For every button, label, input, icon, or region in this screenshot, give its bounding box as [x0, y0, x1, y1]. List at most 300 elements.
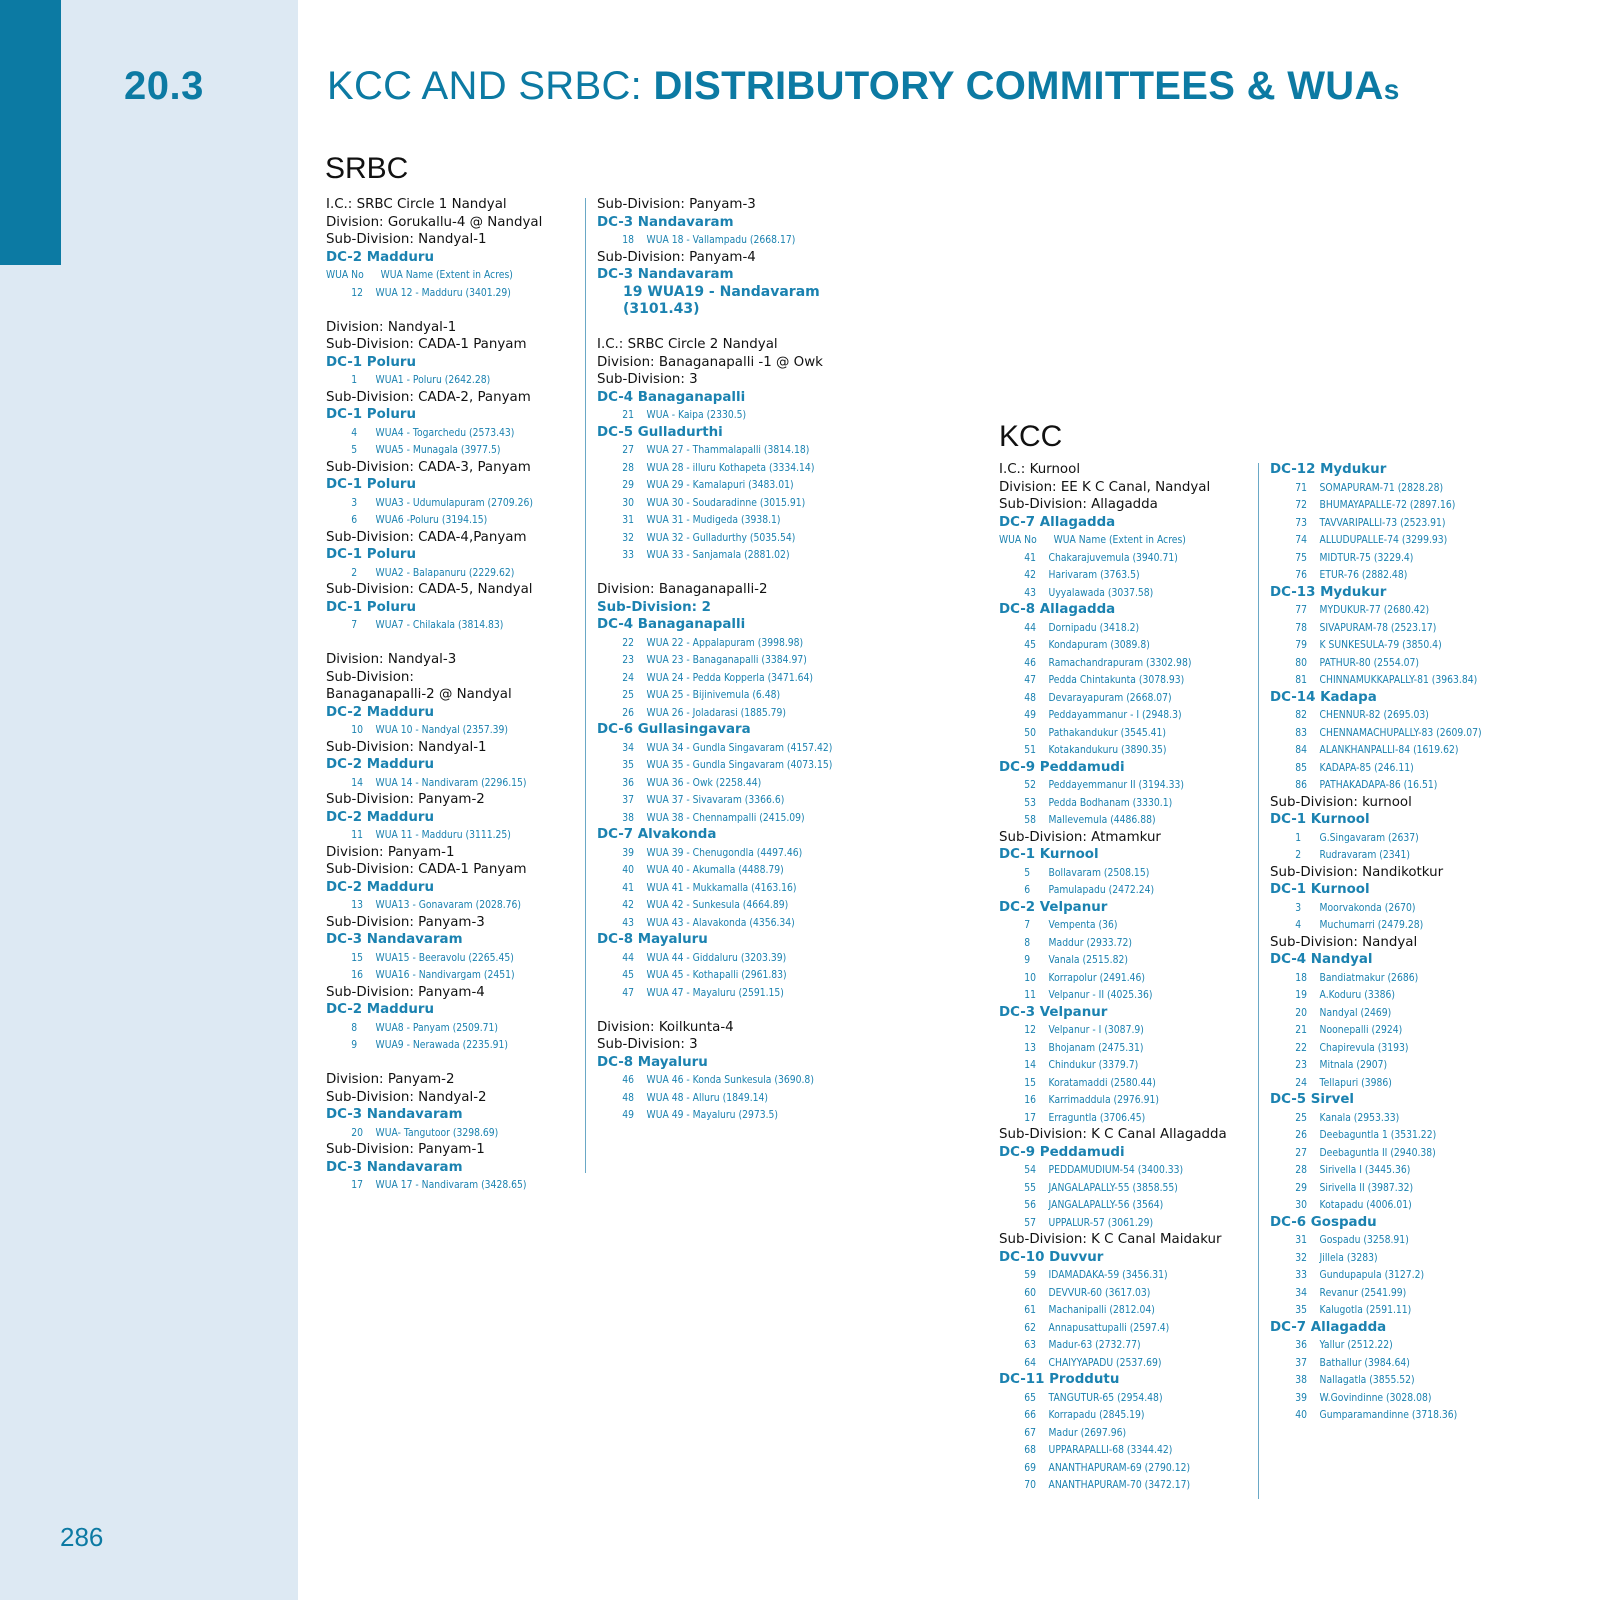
wua-entry	[1270, 1126, 1497, 1144]
wua-number: 10	[351, 723, 363, 736]
wua-number: 38	[1295, 1373, 1307, 1386]
wua-name: Devarayapuram (2668.07)	[1048, 690, 1172, 704]
wua-name: DEVVUR-60 (3617.03)	[1048, 1285, 1151, 1299]
wua-name: WUA 45 - Kothapalli (2961.83)	[646, 968, 787, 981]
wua-name: K SUNKESULA-79 (3850.4)	[1319, 638, 1442, 651]
wua-name: WUA 18 - Vallampadu (2668.17)	[646, 233, 796, 246]
wua-entry	[597, 844, 824, 862]
wua-entry	[326, 826, 553, 844]
wua-number: 47	[1024, 673, 1036, 686]
wua-entry	[1270, 1354, 1497, 1372]
admin-line: Sub-Division:	[326, 669, 414, 685]
wua-number: 71	[1295, 480, 1307, 494]
wua-entry	[999, 1301, 1226, 1319]
wua-number: 17	[351, 1178, 363, 1191]
admin-line: Sub-Division: 3	[597, 372, 698, 387]
wua-name: Velpanur - II (4025.36)	[1048, 988, 1153, 1001]
wua-number: 33	[622, 548, 634, 561]
dc-heading: DC-1 Kurnool	[1270, 812, 1370, 827]
wua-name: Bandiatmakur (2686)	[1319, 970, 1419, 984]
wua-entry	[1270, 1389, 1497, 1407]
wua-number: 18	[1295, 970, 1307, 984]
wua-number: 70	[1024, 1478, 1036, 1491]
wua-name: WUA 38 - Chennampalli (2415.09)	[646, 810, 805, 824]
wua-name: WUA 33 - Sanjamala (2881.02)	[646, 548, 790, 561]
wua-number: 44	[622, 950, 634, 964]
dc-heading: DC-1 Poluru	[326, 354, 417, 370]
wua-number: 18	[622, 233, 634, 246]
wua-name: WUA 17 - Nandivaram (3428.65)	[375, 1178, 527, 1191]
wua-name: Madur (2697.96)	[1048, 1425, 1127, 1439]
wua-name: Pamulapadu (2472.24)	[1048, 883, 1155, 896]
wua-name: Harivaram (3763.5)	[1048, 568, 1140, 581]
wua-entry	[1270, 566, 1497, 584]
wua-entry	[1270, 1301, 1497, 1319]
admin-line: Division: Banaganapalli -1 @ Owk	[597, 354, 823, 370]
wua-name: Kanala (2953.33)	[1319, 1110, 1400, 1124]
dc-heading: DC-3 Velpanur	[999, 1004, 1108, 1020]
wua-entry	[999, 1161, 1226, 1179]
wua-name: UPPALUR-57 (3061.29)	[1048, 1215, 1154, 1229]
wua-entry	[999, 1179, 1226, 1197]
wua-name: CHINNAMUKKAPALLY-81 (3963.84)	[1319, 673, 1478, 686]
wua-entry	[999, 1441, 1226, 1459]
wua-number: 73	[1295, 515, 1307, 529]
wua-number: 75	[1295, 550, 1307, 564]
wua-number: 7	[351, 618, 358, 631]
wua-number: 26	[1295, 1128, 1307, 1141]
spacer	[597, 319, 867, 337]
wua-name: WUA 40 - Akumalla (4488.79)	[646, 863, 784, 876]
wua-number: 78	[1295, 620, 1307, 634]
admin-line: Division: Gorukallu-4 @ Nandyal	[326, 214, 543, 230]
wua-name: Kalugotla (2591.11)	[1319, 1303, 1412, 1316]
wua-number: 37	[622, 793, 634, 806]
wua-name: WUA8 - Panyam (2509.71)	[375, 1020, 499, 1034]
wua-entry	[1270, 759, 1497, 777]
wua-entry	[326, 1176, 553, 1194]
wua-number: 56	[1024, 1198, 1036, 1211]
wua-entry	[326, 371, 553, 389]
wua-number: 69	[1024, 1460, 1036, 1474]
dc-heading: DC-9 Peddamudi	[999, 759, 1125, 775]
wua-number: 30	[622, 495, 634, 509]
wua-name: Tellapuri (3986)	[1319, 1075, 1392, 1089]
dc-heading: DC-1 Poluru	[326, 477, 417, 492]
dc-heading: DC-1 Poluru	[326, 547, 417, 562]
admin-line: Sub-Division: Panyam-3	[597, 197, 756, 212]
dc-heading: DC-7 Allagadda	[1270, 1319, 1387, 1335]
admin-line: Sub-Division: Panyam-1	[326, 1142, 485, 1157]
wua-number: 32	[622, 530, 634, 544]
wua-number: 5	[1024, 865, 1031, 879]
dc-heading: DC-12 Mydukur	[1270, 462, 1387, 477]
wua-number: 31	[622, 513, 634, 526]
admin-line: Sub-Division: K C Canal Maidakur	[999, 1232, 1222, 1247]
wua-number: 49	[1024, 708, 1036, 721]
wua-name: WUA 46 - Konda Sunkesula (3690.8)	[646, 1073, 814, 1086]
wua-name: PATHUR-80 (2554.07)	[1319, 655, 1419, 669]
wua-name: Machanipalli (2812.04)	[1048, 1303, 1155, 1316]
wua-name: WUA15 - Beeravolu (2265.45)	[375, 950, 514, 964]
wua-number: 8	[351, 1020, 358, 1034]
wua-number: 74	[1295, 533, 1307, 546]
wua-name: WUA 29 - Kamalapuri (3483.01)	[646, 478, 794, 491]
admin-line: Division: Panyam-2	[326, 1072, 455, 1087]
wua-entry	[999, 1406, 1226, 1424]
kcc-column-2	[1270, 461, 1540, 1424]
wua-name: Gundupapula (3127.2)	[1319, 1268, 1425, 1281]
admin-line: Sub-Division: Allagadda	[999, 497, 1158, 512]
wua-name: WUA 42 - Sunkesula (4664.89)	[646, 898, 789, 911]
wua-number: 51	[1024, 743, 1036, 756]
wua-name: WUA9 - Nerawada (2235.91)	[375, 1038, 509, 1051]
wua-number: 14	[351, 775, 363, 789]
wua-entry	[326, 284, 553, 302]
wua-name: Rudravaram (2341)	[1319, 848, 1411, 861]
wua-name-header: WUA Name (Extent in Acres)	[1053, 533, 1186, 546]
wua-number: 24	[1295, 1075, 1307, 1089]
wua-name: WUA 22 - Appalapuram (3998.98)	[646, 635, 804, 649]
spacer	[597, 564, 867, 582]
dc-heading: DC-1 Kurnool	[999, 847, 1099, 862]
wua-number: 5	[351, 443, 358, 456]
wua-number: 23	[622, 653, 634, 666]
wua-name: Chakarajuvemula (3940.71)	[1048, 550, 1178, 564]
spacer	[326, 301, 596, 319]
wua-entry	[597, 529, 824, 547]
admin-line: Sub-Division: Panyam-4	[326, 984, 485, 1000]
wua-entry	[597, 949, 824, 967]
wua-entry	[597, 1089, 824, 1107]
wua-name: SOMAPURAM-71 (2828.28)	[1319, 480, 1444, 494]
wua-entry	[597, 511, 824, 529]
wua-entry	[999, 566, 1226, 584]
wua-name: Maddur (2933.72)	[1048, 935, 1132, 949]
dc-heading: DC-8 Mayaluru	[597, 932, 708, 947]
wua-name: G.Singavaram (2637)	[1319, 830, 1419, 844]
wua-entry	[597, 441, 824, 459]
dc-heading: DC-2 Madduru	[326, 1002, 434, 1017]
wua-name: CHENNAMACHUPALLY-83 (2609.07)	[1319, 725, 1482, 739]
wua-no-header: WUA No	[326, 268, 364, 281]
wua-entry	[326, 896, 553, 914]
wua-number: 27	[1295, 1145, 1307, 1159]
wua-name: Uyyalawada (3037.58)	[1048, 585, 1154, 599]
wua-number: 36	[1295, 1338, 1307, 1351]
dc-heading: DC-6 Gullasingavara	[597, 722, 751, 737]
admin-line: Sub-Division: CADA-2, Panyam	[326, 389, 531, 405]
wua-number: 61	[1024, 1303, 1036, 1316]
dc-heading: DC-14 Kadapa	[1270, 689, 1377, 705]
wua-entry	[326, 949, 553, 967]
wua-number: 42	[1024, 568, 1036, 581]
wua-name: ANANTHAPURAM-69 (2790.12)	[1048, 1460, 1191, 1474]
wua-entry	[999, 671, 1226, 689]
wua-name: MYDUKUR-77 (2680.42)	[1319, 603, 1430, 616]
wua-number: 44	[1024, 620, 1036, 634]
wua-entry	[1270, 1196, 1497, 1214]
wua-name: WUA 48 - Alluru (1849.14)	[646, 1090, 769, 1104]
wua-name: WUA 43 - Alavakonda (4356.34)	[646, 915, 795, 929]
wua-number: 86	[1295, 778, 1307, 791]
kcc-heading: KCC	[999, 420, 1063, 453]
wua-entry	[597, 231, 824, 249]
wua-name: Vempenta (36)	[1048, 918, 1118, 931]
wua-number: 9	[1024, 953, 1031, 966]
wua-number: 24	[622, 670, 634, 684]
wua-number: 10	[1024, 970, 1036, 984]
wua-column-header	[326, 266, 553, 284]
wua-number: 22	[622, 635, 634, 649]
admin-line: Sub-Division: 3	[597, 1037, 698, 1052]
wua-name: A.Koduru (3386)	[1319, 988, 1395, 1001]
wua-entry	[1270, 671, 1497, 689]
wua-name: WUA 37 - Sivavaram (3366.6)	[646, 793, 785, 806]
admin-line: Sub-Division: Nandikotkur	[1270, 864, 1444, 880]
wua-entry	[326, 966, 553, 984]
wua-entry	[999, 986, 1226, 1004]
wua-entry	[1270, 496, 1497, 514]
wua-number: 2	[351, 565, 358, 579]
wua-entry	[1270, 846, 1497, 864]
wua-entry	[999, 1459, 1226, 1477]
wua-name: WUA6 -Poluru (3194.15)	[375, 513, 488, 526]
wua-number: 13	[351, 898, 363, 911]
wua-name: Mitnala (2907)	[1319, 1058, 1388, 1071]
wua-name: WUA - Kaipa (2330.5)	[646, 408, 747, 421]
wua-entry	[597, 704, 824, 722]
wua-entry	[597, 966, 824, 984]
wua-name: IDAMADAKA-59 (3456.31)	[1048, 1268, 1168, 1281]
wua-entry	[1270, 969, 1497, 987]
wua-entry	[326, 441, 553, 459]
wua-entry	[597, 686, 824, 704]
admin-line: Sub-Division: Nandyal-2	[326, 1089, 487, 1105]
wua-number: 41	[1024, 550, 1036, 564]
admin-line: Sub-Division: Nandyal-1	[326, 232, 487, 247]
wua-entry	[999, 916, 1226, 934]
admin-line: I.C.: SRBC Circle 2 Nandyal	[597, 337, 778, 352]
admin-line: Division: Panyam-1	[326, 844, 455, 860]
wua-entry	[1270, 724, 1497, 742]
wua-number: 8	[1024, 935, 1031, 949]
wua-entry	[1270, 1056, 1497, 1074]
wua-name: PEDDAMUDIUM-54 (3400.33)	[1048, 1163, 1184, 1176]
wua-entry	[326, 721, 553, 739]
wua-entry	[597, 546, 824, 564]
wua-name: WUA1 - Poluru (2642.28)	[375, 373, 491, 386]
admin-line: Sub-Division: CADA-1 Panyam	[326, 862, 527, 877]
wua-name: WUA 30 - Soudaradinne (3015.91)	[646, 495, 806, 509]
wua-no-header: WUA No	[999, 533, 1037, 546]
wua-number: 21	[1295, 1023, 1307, 1036]
wua-number: 14	[1024, 1058, 1036, 1071]
wua-name: WUA 28 - illuru Kothapeta (3334.14)	[646, 460, 815, 474]
wua-number: 49	[622, 1108, 634, 1121]
srbc-column-2	[597, 196, 867, 1124]
wua-name: WUA 39 - Chenugondla (4497.46)	[646, 845, 803, 859]
wua-number: 29	[1295, 1180, 1307, 1194]
wua-name: Bathallur (3984.64)	[1319, 1355, 1410, 1369]
wua-entry	[999, 654, 1226, 672]
kcc-column-1	[999, 461, 1269, 1494]
wua-entry	[326, 1036, 553, 1054]
admin-line: Sub-Division: CADA-3, Panyam	[326, 459, 531, 475]
wua-name: BHUMAYAPALLE-72 (2897.16)	[1319, 498, 1456, 511]
wua-entry	[326, 1124, 553, 1142]
admin-line: I.C.: SRBC Circle 1 Nandyal	[326, 197, 507, 212]
wua-number: 13	[1024, 1040, 1036, 1054]
wua-name: ALLUDUPALLE-74 (3299.93)	[1319, 533, 1448, 546]
wua-number: 12	[1024, 1023, 1036, 1036]
wua-number: 7	[1024, 918, 1031, 931]
wua-entry	[999, 881, 1226, 899]
wua-entry	[597, 459, 824, 477]
wua-entry	[1270, 654, 1497, 672]
wua-entry	[1270, 636, 1497, 654]
wua-entry	[999, 741, 1226, 759]
spacer	[326, 1054, 596, 1072]
wua-name: Pedda Bodhanam (3330.1)	[1048, 795, 1173, 809]
wua-name: TANGUTUR-65 (2954.48)	[1048, 1390, 1163, 1404]
dc-heading: DC-7 Allagadda	[999, 514, 1116, 530]
wua-name: Annapusattupalli (2597.4)	[1048, 1320, 1170, 1334]
wua-entry	[597, 406, 824, 424]
wua-number: 64	[1024, 1355, 1036, 1369]
admin-line: Division: Nandyal-3	[326, 652, 457, 667]
wua-entry	[999, 969, 1226, 987]
wua-number: 42	[622, 898, 634, 911]
wua-name: Kotapadu (4006.01)	[1319, 1198, 1412, 1211]
wua-name: Chapirevula (3193)	[1319, 1040, 1409, 1054]
wua-number: 83	[1295, 725, 1307, 739]
wua-entry	[597, 774, 824, 792]
wua-entry	[999, 1389, 1226, 1407]
wua-number: 46	[1024, 655, 1036, 669]
wua-name: WUA5 - Munagala (3977.5)	[375, 443, 501, 456]
wua-entry	[999, 1039, 1226, 1057]
wua-number: 41	[622, 880, 634, 894]
wua-number: 45	[622, 968, 634, 981]
wua-number: 28	[622, 460, 634, 474]
wua-number: 21	[622, 408, 634, 421]
wua-number: 79	[1295, 638, 1307, 651]
wua-entry	[597, 791, 824, 809]
wua-number: 39	[622, 845, 634, 859]
wua-entry	[999, 864, 1226, 882]
accent-bar	[0, 0, 61, 265]
wua-entry	[999, 1476, 1226, 1494]
wua-number: 20	[1295, 1005, 1307, 1019]
wua-entry	[597, 1106, 824, 1124]
wua-name: SIVAPURAM-78 (2523.17)	[1319, 620, 1437, 634]
wua-number: 65	[1024, 1390, 1036, 1404]
admin-line: Sub-Division: CADA-4,Panyam	[326, 529, 527, 545]
wua-entry	[1270, 531, 1497, 549]
wua-name: WUA 27 - Thammalapalli (3814.18)	[646, 443, 810, 456]
wua-entry	[597, 669, 824, 687]
wua-name: Mallevemula (4486.88)	[1048, 813, 1156, 826]
dc-heading: DC-5 Gulladurthi	[597, 424, 723, 440]
wua-number: 62	[1024, 1320, 1036, 1334]
wua-name: WUA 14 - Nandivaram (2296.15)	[375, 775, 527, 789]
wua-entry	[326, 616, 553, 634]
wua-number: 23	[1295, 1058, 1307, 1071]
wua-name: CHENNUR-82 (2695.03)	[1319, 708, 1429, 721]
wua-number: 29	[622, 478, 634, 491]
wua-entry	[1270, 986, 1497, 1004]
page-number: 286	[60, 1522, 104, 1552]
wua-name: Pedda Chintakunta (3078.93)	[1048, 673, 1185, 686]
wua-number: 27	[622, 443, 634, 456]
wua-name: Yallur (2512.22)	[1319, 1338, 1393, 1351]
wua-name: WUA 25 - Bijinivemula (6.48)	[646, 688, 781, 701]
title-prefix: KCC AND SRBC:	[327, 64, 654, 108]
wua-name: WUA 44 - Giddaluru (3203.39)	[646, 950, 787, 964]
wua-name: WUA 32 - Gulladurthy (5035.54)	[646, 530, 796, 544]
wua-name: Muchumarri (2479.28)	[1319, 918, 1424, 931]
wua-name: Gospadu (3258.91)	[1319, 1233, 1409, 1246]
wua-name: WUA 24 - Pedda Kopperla (3471.64)	[646, 670, 813, 684]
section-number: 20.3	[124, 64, 204, 108]
wua-number: 55	[1024, 1180, 1036, 1194]
wua-entry	[999, 1091, 1226, 1109]
wua-name: W.Govindinne (3028.08)	[1319, 1390, 1432, 1404]
admin-line: Division: Banaganapalli-2	[597, 582, 768, 597]
admin-line: Sub-Division: CADA-5, Nandyal	[326, 582, 533, 597]
dc-heading: DC-4 Nandyal	[1270, 952, 1373, 967]
wua-name: Noonepalli (2924)	[1319, 1023, 1403, 1036]
wua-entry	[597, 861, 824, 879]
wua-number: 57	[1024, 1215, 1036, 1229]
wua-number: 60	[1024, 1285, 1036, 1299]
wua-name: WUA4 - Togarchedu (2573.43)	[375, 425, 515, 439]
wua-entry	[999, 811, 1226, 829]
wua-number: 6	[351, 513, 358, 526]
page-title	[327, 64, 1400, 109]
dc-heading: DC-3 Nandavaram	[597, 267, 734, 282]
wua-number: 50	[1024, 725, 1036, 739]
wua-entry	[999, 1319, 1226, 1337]
wua-number: 54	[1024, 1163, 1036, 1176]
wua-name: Moorvakonda (2670)	[1319, 900, 1416, 914]
wua-number: 17	[1024, 1110, 1036, 1124]
wua-column-header	[999, 531, 1226, 549]
wua-number: 12	[351, 285, 363, 299]
wua-entry	[1270, 514, 1497, 532]
wua-name: WUA16 - Nandivargam (2451)	[375, 968, 515, 981]
wua-number: 15	[1024, 1075, 1036, 1089]
dc-heading: DC-8 Mayaluru	[597, 1054, 708, 1070]
wua-number: 45	[1024, 638, 1036, 651]
wua-entry	[1270, 1406, 1497, 1424]
wua-name: KADAPA-85 (246.11)	[1319, 760, 1414, 774]
dc-heading: DC-2 Madduru	[326, 249, 434, 265]
wua-entry	[1270, 916, 1497, 934]
wua-number: 34	[1295, 1285, 1307, 1299]
wua-name: WUA 34 - Gundla Singavaram (4157.42)	[646, 740, 833, 754]
wua-name: WUA7 - Chilakala (3814.83)	[375, 618, 504, 631]
wua-entry	[326, 564, 553, 582]
wua-entry	[597, 879, 824, 897]
wua-name: Pathakandukur (3545.41)	[1048, 725, 1167, 739]
wua-entry	[999, 1056, 1226, 1074]
wua-number: 67	[1024, 1425, 1036, 1439]
wua-name: WUA 10 - Nandyal (2357.39)	[375, 723, 509, 736]
wua-name: Korrapolur (2491.46)	[1048, 970, 1146, 984]
wua-entry	[999, 776, 1226, 794]
